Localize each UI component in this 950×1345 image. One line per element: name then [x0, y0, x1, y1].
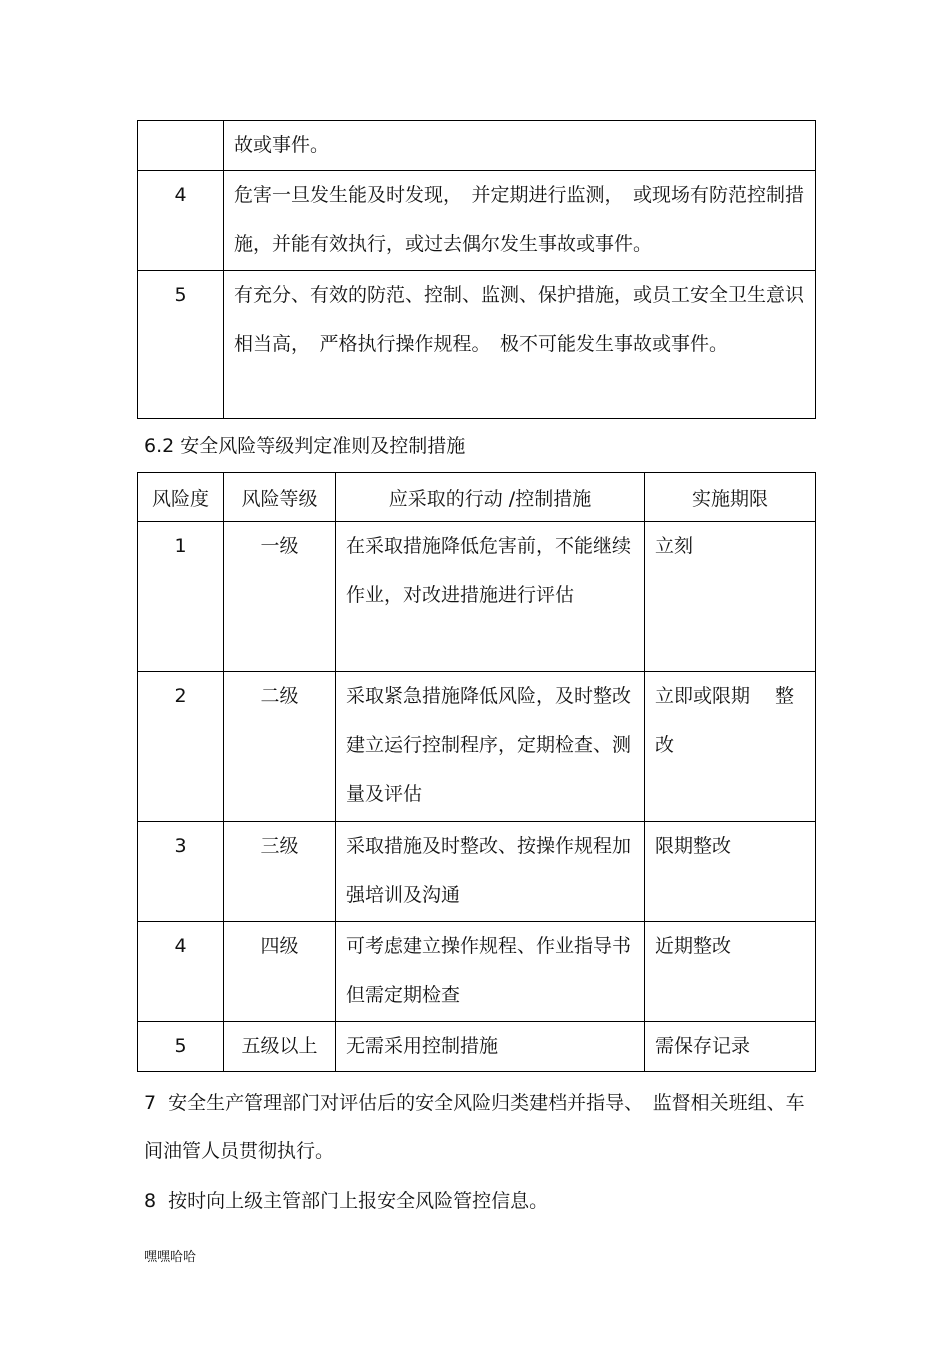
- risk-control-table: [137, 472, 816, 1072]
- deadline-cell: 立刻: [645, 522, 816, 672]
- column-header: 实施期限: [645, 473, 816, 522]
- action-cell: 采取紧急措施降低风险，及时整改建立运行控制程序，定期检查、测 量及评估: [336, 672, 645, 822]
- table-row: [138, 171, 816, 271]
- level-cell: 4: [138, 171, 224, 271]
- deadline-cell: 立即或限期 整改: [645, 672, 816, 822]
- page-footer: 嘿嘿哈哈: [144, 1250, 197, 1265]
- degree-cell: 5: [138, 1022, 224, 1072]
- column-header: 应采取的行动 /控制措施: [336, 473, 645, 522]
- likelihood-table: [137, 120, 816, 419]
- action-cell: 无需采用控制措施: [336, 1022, 645, 1072]
- grade-cell: 四级: [224, 922, 336, 1022]
- table-row: [138, 922, 816, 1022]
- degree-cell: 4: [138, 922, 224, 1022]
- table-row: [138, 1022, 816, 1072]
- grade-cell: 二级: [224, 672, 336, 822]
- level-cell: 5: [138, 271, 224, 419]
- deadline-cell: 限期整改: [645, 822, 816, 922]
- paragraph-8: 8 按时向上级主管部门上报安全风险管控信息。: [144, 1190, 549, 1212]
- table-row: [138, 672, 816, 822]
- grade-cell: 五级以上: [224, 1022, 336, 1072]
- action-cell: 可考虑建立操作规程、作业指导书 但需定期检查: [336, 922, 645, 1022]
- table-row: [138, 822, 816, 922]
- action-cell: 采取措施及时整改、按操作规程加 强培训及沟通: [336, 822, 645, 922]
- section-title: 6.2 安全风险等级判定准则及控制措施: [144, 435, 466, 457]
- deadline-cell: 需保存记录: [645, 1022, 816, 1072]
- grade-cell: 三级: [224, 822, 336, 922]
- column-header: 风险等级: [224, 473, 336, 522]
- action-cell: 在采取措施降低危害前，不能继续 作业，对改进措施进行评估: [336, 522, 645, 672]
- description-cell: 故或事件。: [224, 121, 816, 171]
- table-row: [138, 522, 816, 672]
- degree-cell: 1: [138, 522, 224, 672]
- level-cell: [138, 121, 224, 171]
- column-header: 风险度: [138, 473, 224, 522]
- table-row: [138, 121, 816, 171]
- grade-cell: 一级: [224, 522, 336, 672]
- description-cell: 危害一旦发生能及时发现， 并定期进行监测， 或现场有防范控制措施，并能有效执行，或过去偶尔发生事故或事件。: [224, 171, 816, 271]
- table-row: [138, 271, 816, 419]
- paragraph-7: 7 安全生产管理部门对评估后的安全风险归类建档并指导、 监督相关班组、车间油管人员贯彻执行。: [144, 1092, 805, 1162]
- description-cell: 有充分、有效的防范、控制、监测、保护措施，或员工安全卫生意识相当高， 严格执行操作规程。 极不可能发生事故或事件。: [224, 271, 816, 419]
- table-header-row: [138, 473, 816, 522]
- degree-cell: 3: [138, 822, 224, 922]
- deadline-cell: 近期整改: [645, 922, 816, 1022]
- degree-cell: 2: [138, 672, 224, 822]
